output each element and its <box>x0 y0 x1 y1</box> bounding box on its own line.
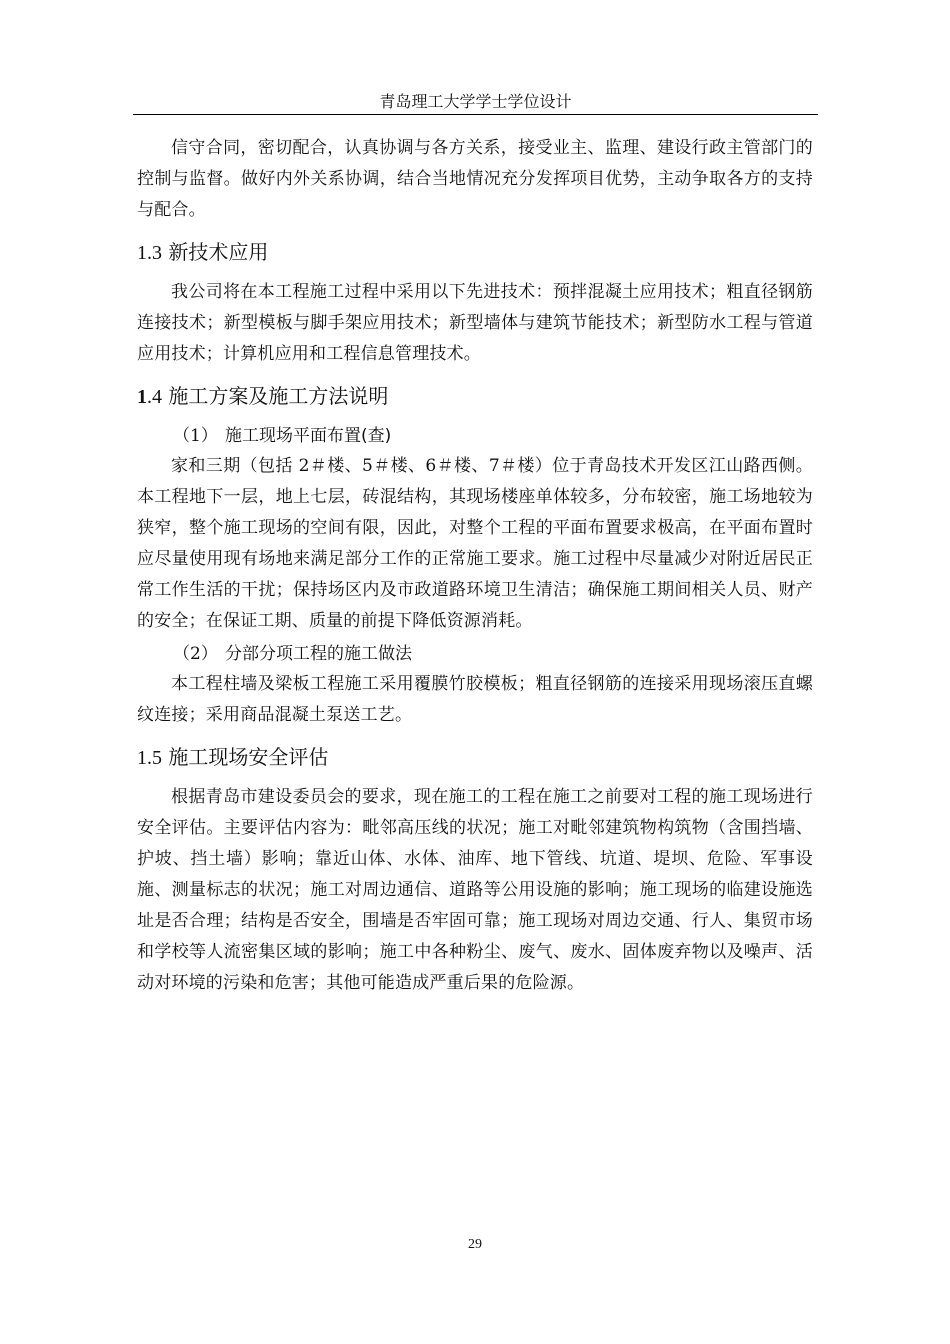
intro-paragraph: 信守合同，密切配合，认真协调与各方关系，接受业主、监理、建设行政主管部门的控制与监督。做好内外关系协调，结合当地情况充分发挥项目优势，主动争取各方的支持与配合。 <box>137 138 813 220</box>
subsection-2-heading <box>173 639 813 669</box>
page-body <box>137 133 813 999</box>
subsection-marker: （2） <box>173 644 218 664</box>
section-1-3-paragraph: 我公司将在本工程施工过程中采用以下先进技术：预拌混凝土应用技术；粗直径钢筋连接技术；新型模板与脚手架应用技术；新型墙体与建筑节能技术；新型防水工程与管道应用技术；计算机应用和工程信息管理技术。 <box>137 282 813 364</box>
section-1-5-paragraph: 根据青岛市建设委员会的要求，现在施工的工程在施工之前要对工程的施工现场进行安全评估。主要评估内容为：毗邻高压线的状况；施工对毗邻建筑物构筑物（含围挡墙、护坡、挡土墙）影响；靠近山体、水体、油库、地下管线、坑道、堤坝、危险、军事设施、测量标志的状况；施工对周边通信、道路等公用设施的影响；施工现场的临建设施选址是否合理；结构是否安全，围墙是否牢固可靠；施工现场对周边交通、行人、集贸市场和学校等人流密集区域的影响；施工中各种粉尘、废气、废水、固体废弃物以及噪声、活动对环境的污染和危害；其他可能造成严重后果的危险源。 <box>137 787 813 993</box>
subsection-2-paragraph: 本工程柱墙及梁板工程施工采用覆膜竹胶模板；粗直径钢筋的连接采用现场滚压直螺纹连接；采用商品混凝土泵送工艺。 <box>137 674 813 725</box>
subsection-title: 分部分项工程的施工做法 <box>225 644 412 664</box>
section-number: 1.4 <box>137 386 162 408</box>
section-title: 施工方案及施工方法说明 <box>168 384 389 408</box>
section-number: 1.5 <box>137 747 162 769</box>
section-title: 施工现场安全评估 <box>168 745 329 769</box>
page-number: 29 <box>468 1237 482 1252</box>
section-1-5-heading <box>137 741 813 774</box>
section-1-3-heading <box>137 236 813 269</box>
subsection-1-paragraph: 家和三期（包括 2＃楼、5＃楼、6＃楼、7＃楼）位于青岛技术开发区江山路西侧。本工程地下一层，地上七层，砖混结构，其现场楼座单体较多，分布较密，施工场地较为狭窄，整个施工现场的空间有限，因此，对整个工程的平面布置要求极高，在平面布置时应尽量使用现有场地来满足部分工作的正常施工要求。施工过程中尽量减少对附近居民正常工作生活的干扰；保持场区内及市政道路环境卫生清洁；确保施工期间相关人员、财产的安全；在保证工期、质量的前提下降低资源消耗。 <box>137 456 813 631</box>
section-number: 1.3 <box>137 242 162 264</box>
section-1-4-heading <box>137 380 813 413</box>
subsection-marker: （1） <box>173 426 218 446</box>
section-title: 新技术应用 <box>168 240 269 264</box>
page-header-title: 青岛理工大学学士学位设计 <box>379 92 572 111</box>
subsection-1-heading <box>173 421 813 451</box>
header-divider <box>133 114 818 115</box>
subsection-title: 施工现场平面布置(查) <box>225 426 392 446</box>
